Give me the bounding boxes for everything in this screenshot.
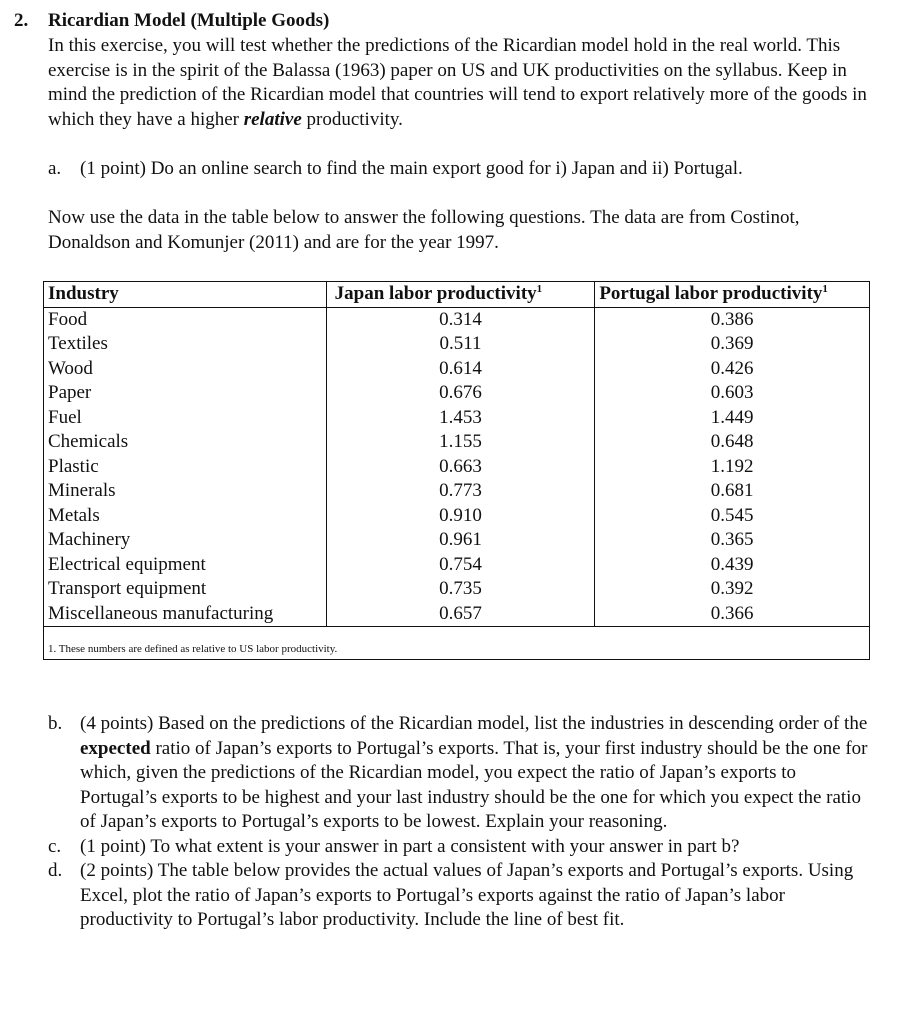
portugal-cell: 0.681 — [595, 479, 870, 504]
industry-cell: Plastic — [44, 455, 327, 480]
industry-cell: Transport equipment — [44, 577, 327, 602]
header-industry: Industry — [44, 282, 327, 308]
japan-cell: 0.961 — [326, 528, 595, 553]
productivity-table — [43, 281, 870, 660]
portugal-cell: 0.365 — [595, 528, 870, 553]
portugal-cell: 0.369 — [595, 332, 870, 357]
portugal-cell: 0.366 — [595, 602, 870, 627]
industry-cell: Food — [44, 307, 327, 332]
industry-cell: Fuel — [44, 406, 327, 431]
japan-cell: 0.663 — [326, 455, 595, 480]
japan-cell: 0.511 — [326, 332, 595, 357]
industry-cell: Electrical equipment — [44, 553, 327, 578]
table-header-row — [44, 282, 870, 308]
japan-cell: 0.657 — [326, 602, 595, 627]
industry-cell: Minerals — [44, 479, 327, 504]
part-a-text: (1 point) Do an online search to find the main export good for i) Japan and ii) Portugal. — [80, 158, 743, 179]
japan-cell: 0.676 — [326, 381, 595, 406]
table-row — [44, 455, 870, 480]
portugal-cell: 1.192 — [595, 455, 870, 480]
part-a — [48, 157, 868, 182]
table-row — [44, 430, 870, 455]
part-b — [48, 712, 868, 835]
part-c — [48, 835, 868, 860]
header-portugal: Portugal labor productivity$^1$ — [595, 282, 870, 308]
part-b-label: b. — [48, 713, 63, 734]
part-b-text-end: ratio of Japan’s exports to Portugal’s exports. That is, your first industry should be the one for which, given the predictions of the Ricardian model, you expect the ratio of Japan’s exports to Portugal’s exports to be highest and your last industry should be the one for which you expect the ratio of Japan’s exports to Portugal’s exports to be lowest. Explain your reasoning. — [80, 737, 868, 832]
table-row — [44, 381, 870, 406]
table-row — [44, 528, 870, 553]
data-intro-paragraph: Now use the data in the table below to answer the following questions. The data are from Costinot, Donaldson and Komunjer (2011) and are for the year 1997. — [48, 207, 800, 253]
part-d — [48, 859, 868, 933]
industry-cell: Miscellaneous manufacturing — [44, 602, 327, 627]
intro-emphasis: relative — [243, 108, 302, 130]
question-heading — [14, 9, 329, 34]
industry-cell: Chemicals — [44, 430, 327, 455]
question-title: Ricardian Model (Multiple Goods) — [48, 10, 330, 31]
part-b-text: (4 points) Based on the predictions of the Ricardian model, list the industries in descending order of the — [80, 713, 868, 734]
table-footnote: 1. These numbers are defined as relative to US labor productivity. — [44, 627, 870, 660]
industry-cell: Machinery — [44, 528, 327, 553]
portugal-cell: 0.426 — [595, 357, 870, 382]
intro-text: In this exercise, you will test whether the predictions of the Ricardian model hold in the real world. This exercise is in the spirit of the Balassa (1963) paper on US and UK productivities on the syllabus. Keep in mind the prediction of the Ricardian model that countries will tend to export relatively more of the goods in which they have a higher — [48, 35, 867, 130]
intro-text-end: productivity. — [301, 108, 403, 130]
japan-cell: 0.754 — [326, 553, 595, 578]
table-row — [44, 504, 870, 529]
japan-cell: 1.155 — [326, 430, 595, 455]
table-row — [44, 357, 870, 382]
japan-cell: 0.910 — [326, 504, 595, 529]
industry-cell: Metals — [44, 504, 327, 529]
portugal-cell: 0.392 — [595, 577, 870, 602]
footnote-mark: 1 — [536, 283, 543, 295]
question-number: 2. — [14, 10, 29, 31]
part-c-text: (1 point) To what extent is your answer in part a consistent with your answer in part b? — [80, 835, 740, 857]
question-parts — [48, 712, 868, 933]
table-footnote-row — [44, 627, 870, 660]
part-a-label: a. — [48, 158, 62, 179]
table-row — [44, 406, 870, 431]
japan-cell: 0.735 — [326, 577, 595, 602]
table-row — [44, 332, 870, 357]
table-row — [44, 577, 870, 602]
table-row — [44, 553, 870, 578]
portugal-cell: 0.439 — [595, 553, 870, 578]
portugal-cell: 0.386 — [595, 307, 870, 332]
portugal-cell: 1.449 — [595, 406, 870, 431]
portugal-cell: 0.648 — [595, 430, 870, 455]
industry-cell: Textiles — [44, 332, 327, 357]
intro-paragraph — [48, 34, 868, 132]
footnote-mark: 1 — [822, 283, 828, 295]
portugal-cell: 0.545 — [595, 504, 870, 529]
japan-cell: 0.773 — [326, 479, 595, 504]
table-row — [44, 307, 870, 332]
header-japan: Japan labor productivity$^1$ — [326, 282, 595, 308]
part-d-text: (2 points) The table below provides the actual values of Japan’s exports and Portugal’s exports. Using Excel, plot the ratio of Japan’s exports to Portugal’s exports against the ratio of Japan’s labor productivity to Portugal’s labor productivity. Include the line of best fit. — [80, 860, 854, 930]
part-b-emphasis: expected — [80, 737, 151, 759]
portugal-cell: 0.603 — [595, 381, 870, 406]
part-c-label: c. — [48, 835, 62, 857]
japan-cell: 0.314 — [326, 307, 595, 332]
table-row — [44, 479, 870, 504]
industry-cell: Wood — [44, 357, 327, 382]
japan-cell: 0.614 — [326, 357, 595, 382]
industry-cell: Paper — [44, 381, 327, 406]
part-d-label: d. — [48, 860, 63, 881]
japan-cell: 1.453 — [326, 406, 595, 431]
table-row — [44, 602, 870, 627]
